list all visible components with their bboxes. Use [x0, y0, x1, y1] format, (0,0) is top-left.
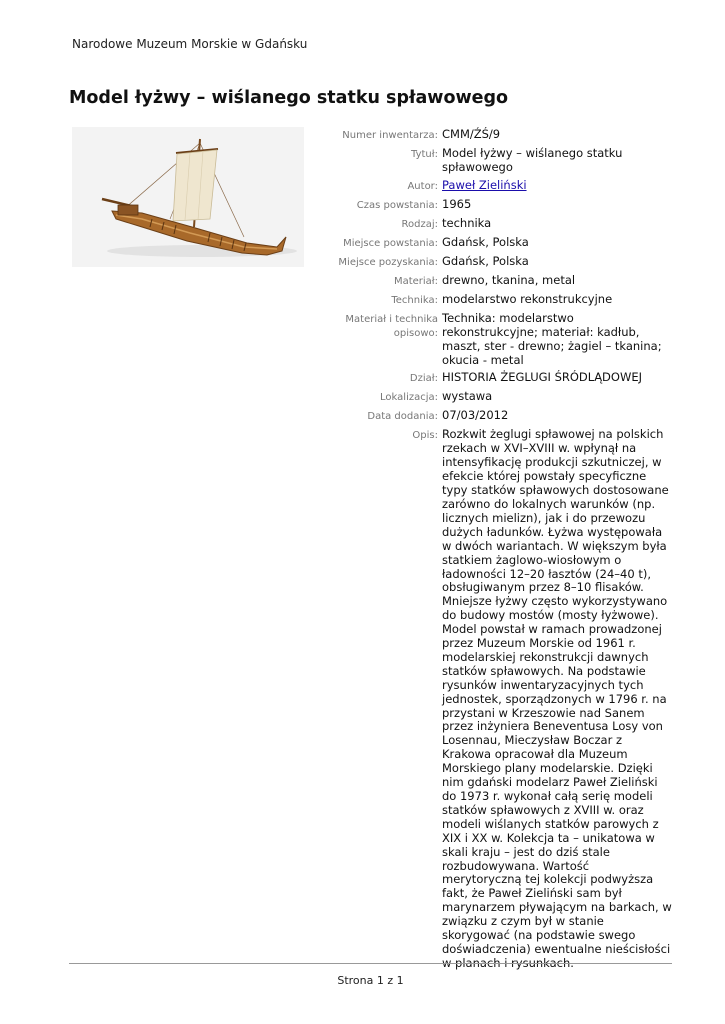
- field-material-technique-description: [330, 312, 675, 368]
- field-value: HISTORIA ŻEGLUGI ŚRÓDLĄDOWEJ: [442, 370, 642, 385]
- field-label: Miejsce pozyskania:: [338, 256, 438, 268]
- field-label: Data dodania:: [367, 411, 438, 423]
- field-value: drewno, tkanina, metal: [442, 272, 576, 287]
- footer-divider: [69, 963, 672, 964]
- field-place-of-acquisition: [330, 255, 675, 270]
- field-technique: [330, 293, 675, 308]
- field-value: modelarstwo rekonstrukcyjne: [442, 291, 613, 306]
- field-value: 1965: [442, 196, 472, 211]
- field-label: Czas powstania:: [356, 199, 438, 211]
- description-text: Rozkwit żeglugi spławowej na polskich rzekach w XVI–XVIII w. wpłynął na intensyfikację produkcji szkutniczej, w efekcie której powstały specyficzne typy statków spławowych dostosowane zarówno do lokalnych warunków (np. licznych mielizn), jak i do przewozu dużych ładunków. Łyżwa występowała w dwóch wariantach. W większym była statkiem żaglowo-wiosłowym o ładowności 12–20 łasztów (24–40 t), obsługiwanym przez 8–10 flisaków. Mniejsze łyżwy często wykorzystywano do budowy mostów (mosty łyżwowe). Model powstał w ramach prowadzonej przez Muzeum Morskie od 1961 r. modelarskiej rekonstrukcji dawnych statków spławowych. Na podstawie rysunków inwentaryzacyjnych tych jednostek, sporządzonych w 1796 r. na przystani w Krzeszowie nad Sanem przez inżyniera Beneventusa Losy von Losennau, Mieczysław Boczar z Krakowa opracował dla Muzeum Morskiego plany modelarskie. Dzięki nim gdański modelarz Paweł Zieliński do 1973 r. wykonał całą serię modeli statków spławowych z XVIII w. oraz modeli wiślanych statków parowych z XIX i XX w. Kolekcja ta – unikatowa w skali kraju – jest do dziś stale rozbudowywana. Wartość merytoryczną tej kolekcji podwyższa fakt, że Paweł Zieliński sam był marynarzem pływającym na barkach, w związku z czym był w stanie skorygować (na podstawie swego doświadczenia) ewentualne nieścisłości w planach i rysunkach.: [442, 427, 672, 970]
- field-value: CMM/ŹŚ/9: [442, 127, 501, 141]
- ship-model-photo: [72, 127, 304, 267]
- field-place-of-creation: [330, 236, 675, 251]
- field-value: Gdańsk, Polska: [442, 253, 529, 268]
- field-material: [330, 274, 675, 289]
- field-value: Model łyżwy – wiślanego statku spławowego: [442, 146, 623, 174]
- field-label: Tytuł:: [411, 149, 438, 160]
- field-department: [330, 371, 675, 386]
- field-description: [330, 428, 675, 970]
- field-label: Technika:: [391, 294, 438, 306]
- field-label: Materiał:: [393, 275, 438, 287]
- field-value: technika: [442, 215, 492, 230]
- field-creation-time: [330, 198, 675, 213]
- field-location: [330, 390, 675, 405]
- field-title: [330, 147, 675, 175]
- field-value: Gdańsk, Polska: [442, 234, 529, 249]
- field-value: 07/03/2012: [442, 408, 509, 423]
- field-label: Miejsce powstania:: [343, 237, 438, 249]
- field-label: Materiał i technika opisowo:: [345, 313, 438, 339]
- field-author: [330, 179, 675, 194]
- page-number: Strona 1 z 1: [337, 974, 404, 987]
- field-value: wystawa: [442, 389, 493, 404]
- field-label: Autor:: [407, 180, 438, 192]
- field-label: Dział:: [409, 373, 438, 385]
- field-type: [330, 217, 675, 232]
- museum-name: Narodowe Muzeum Morskie w Gdańsku: [72, 37, 308, 51]
- ship-model-image: [72, 127, 304, 267]
- author-link[interactable]: Paweł Zieliński: [442, 177, 527, 192]
- field-inventory-number: [330, 128, 675, 143]
- field-label: Opis:: [412, 430, 438, 442]
- field-label: Rodzaj:: [401, 218, 438, 230]
- page-title: Model łyżwy – wiślanego statku spławowego: [69, 88, 509, 108]
- field-date-added: [330, 409, 675, 424]
- field-label: Lokalizacja:: [380, 392, 438, 404]
- metadata-table: [330, 128, 675, 975]
- field-label: Numer inwentarza:: [342, 130, 438, 141]
- field-value: Technika: modelarstwo rekonstrukcyjne; materiał: kadłub, maszt, ster - drewno; żagiel – tkanina; okucia - metal: [442, 310, 662, 367]
